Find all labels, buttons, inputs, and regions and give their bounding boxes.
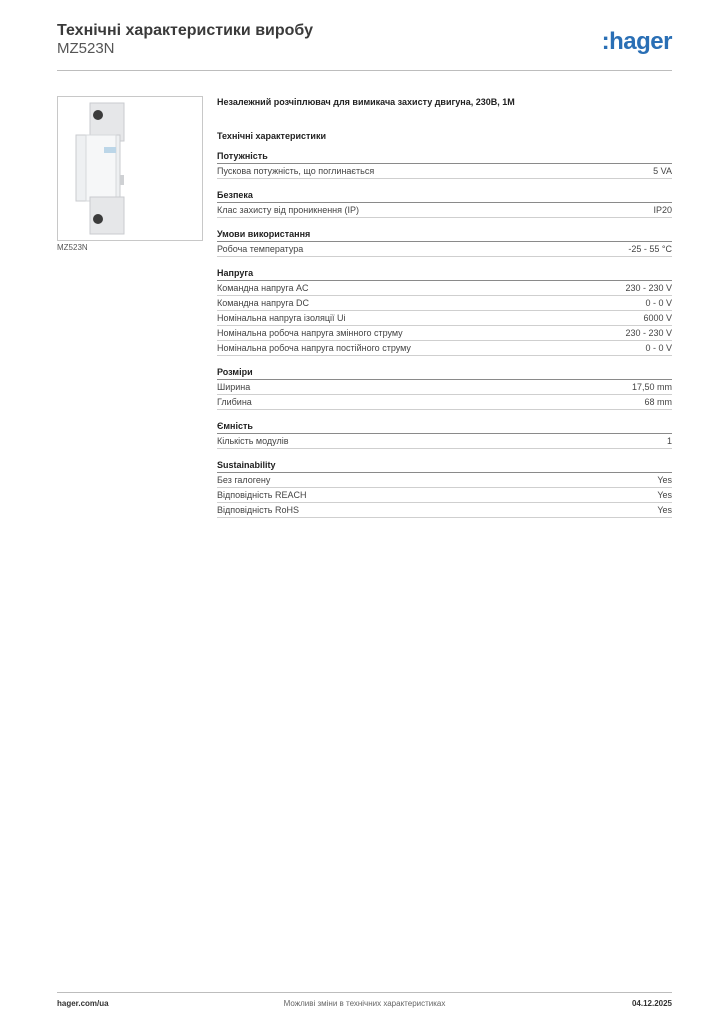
spec-row [217, 395, 672, 410]
spec-label: Ширина [217, 382, 251, 392]
spec-row [217, 296, 672, 311]
spec-group [217, 266, 672, 356]
spec-label: Відповідність REACH [217, 490, 307, 500]
footer-date: 04.12.2025 [631, 999, 672, 1008]
spec-groups [217, 149, 672, 518]
spec-group [217, 419, 672, 449]
spec-row [217, 281, 672, 296]
spec-label: Кількість модулів [217, 436, 289, 446]
spec-group [217, 149, 672, 179]
product-code: MZ523N [57, 40, 115, 57]
spec-value: 68 mm [644, 397, 672, 407]
spec-value: 17,50 mm [631, 382, 672, 392]
spec-label: Командна напруга DC [217, 298, 309, 308]
spec-row [217, 434, 672, 449]
spec-row [217, 326, 672, 341]
spec-group-title: Розміри [217, 365, 672, 380]
spec-group-title: Потужність [217, 149, 672, 164]
spec-group-title: Ємність [217, 419, 672, 434]
spec-value: 230 - 230 V [625, 283, 672, 293]
spec-label: Командна напруга AC [217, 283, 309, 293]
spec-content [217, 95, 672, 527]
spec-value: Yes [657, 505, 672, 515]
spec-label: Відповідність RoHS [217, 505, 299, 515]
spec-group-title: Безпека [217, 188, 672, 203]
page-footer [57, 992, 672, 1013]
spec-label: Глибина [217, 397, 252, 407]
spec-label: Номінальна напруга ізоляції Ui [217, 313, 346, 323]
spec-row [217, 380, 672, 395]
spec-group [217, 188, 672, 218]
spec-value: Yes [657, 475, 672, 485]
spec-row [217, 503, 672, 518]
product-image-caption: MZ523N [57, 243, 88, 252]
spec-row [217, 473, 672, 488]
spec-row [217, 203, 672, 218]
spec-label: Номінальна робоча напруга постійного струму [217, 343, 411, 353]
spec-row [217, 341, 672, 356]
spec-value: 6000 V [643, 313, 672, 323]
spec-row [217, 164, 672, 179]
spec-value: 230 - 230 V [625, 328, 672, 338]
spec-group [217, 458, 672, 518]
spec-value: 5 VA [653, 166, 672, 176]
spec-label: Пускова потужність, що поглинається [217, 166, 375, 176]
footer-website: hager.com/ua [57, 999, 109, 1008]
spec-group-title: Напруга [217, 266, 672, 281]
spec-label: Робоча температура [217, 244, 304, 254]
product-illustration [58, 97, 202, 240]
spec-group-title: Sustainability [217, 458, 672, 473]
page-header [57, 20, 672, 71]
spec-value: -25 - 55 °C [628, 244, 672, 254]
spec-value: IP20 [653, 205, 672, 215]
spec-row [217, 242, 672, 257]
section-title: Технічні характеристики [217, 131, 326, 141]
product-image [57, 96, 203, 241]
spec-value: 1 [666, 436, 672, 446]
spec-label: Клас захисту від проникнення (IP) [217, 205, 360, 215]
spec-group [217, 365, 672, 410]
spec-label: Без галогену [217, 475, 271, 485]
spec-row [217, 488, 672, 503]
spec-group-title: Умови використання [217, 227, 672, 242]
page-title: Технічні характеристики виробу [57, 22, 313, 39]
spec-value: 0 - 0 V [645, 298, 672, 308]
footer-note: Можливі зміни в технічних характеристиках [283, 999, 446, 1008]
spec-row [217, 311, 672, 326]
spec-group [217, 227, 672, 257]
spec-value: 0 - 0 V [645, 343, 672, 353]
spec-label: Номінальна робоча напруга змінного струму [217, 328, 403, 338]
product-description: Незалежний розчіплювач для вимикача захисту двигуна, 230В, 1М [217, 97, 515, 107]
spec-value: Yes [657, 490, 672, 500]
hager-logo: :hager [601, 28, 672, 55]
